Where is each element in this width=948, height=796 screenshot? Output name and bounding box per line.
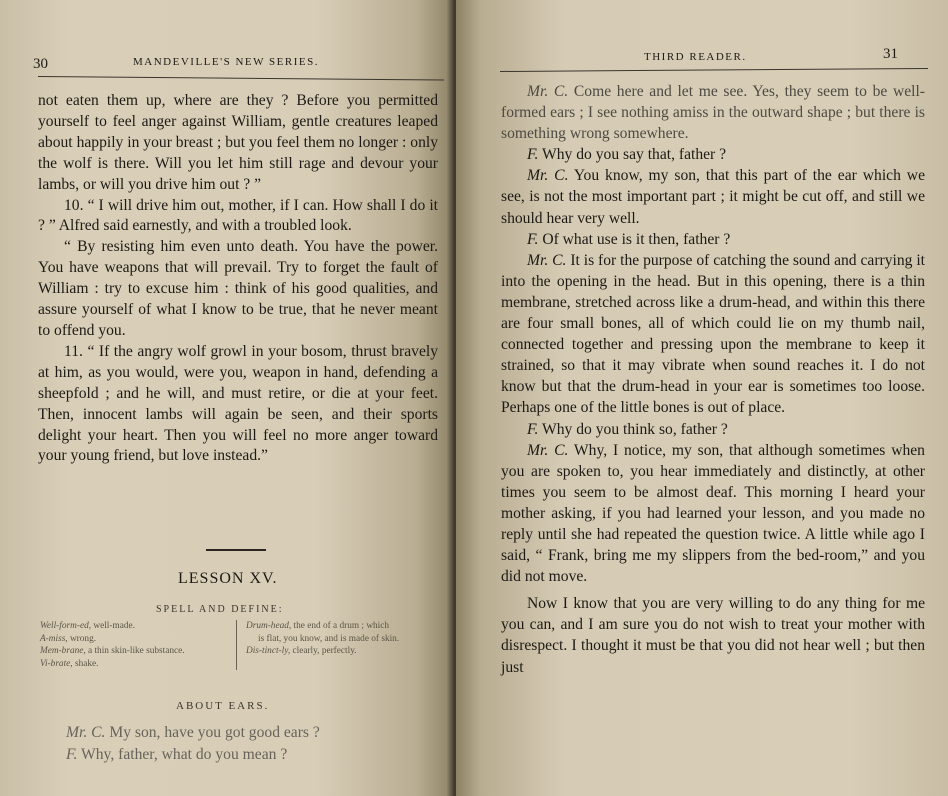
definitions-right	[246, 620, 399, 658]
section-title: ABOUT EARS.	[176, 700, 270, 712]
definitions-left	[40, 620, 185, 670]
dialogue-line: Mr. C. Why, I notice, my son, that although sometimes when you are spoken to, you hear immediately and distinctly, at other times you seem to be almost deaf. This morning I heard your mother asking, if you had learned your lesson, and you made no reply until she had repeated the question twice. A little while ago I said, “ Frank, bring me my slippers from the bed-room,” and you did not move.	[501, 441, 925, 586]
definition-item: Well-form-ed, well-made.	[40, 621, 135, 631]
lesson-title: LESSON XV.	[178, 570, 278, 587]
definition-item: is flat, you know, and is made of skin.	[258, 633, 400, 644]
header-rule-left	[38, 76, 444, 81]
paragraph: 10. “ I will drive him out, mother, if I can. How shall I do it ? ” Alfred said earnestly, and with a troubled look.	[38, 196, 438, 235]
right-page	[456, 0, 948, 796]
dialogue-line: Mr. C. It is for the purpose of catching the sound and carrying it into the opening in the head. But in this opening, there is a thin membrane, stretched across like a drum-head, and within this there are four small bones, all of which could lie on my thumb nail, connected together and pressing upon the membrane to keep it strained, so that it may vibrate when sound reaches it. I do not know but that the drum-head in your ear is sometimes too loose. Perhaps one of the little bones is out of place.	[501, 251, 925, 417]
definition-item: Drum-head, the end of a drum ; which	[246, 621, 390, 631]
dialogue-line: Mr. C. Come here and let me see. Yes, they seem to be well-formed ears ; I see nothing amiss in the outward shape ; but there is something wrong somewhere.	[501, 83, 925, 143]
paragraph: not eaten them up, where are they ? Before you permitted yourself to feel anger against William, gentle creatures leaped about happily in your breast ; but you feel them no longer : only the wolf is there. Will you let him still rage and devour your lambs, or will you drive him out ? ”	[38, 92, 438, 193]
page-number-right: 31	[883, 46, 898, 62]
spell-define-heading: SPELL AND DEFINE:	[156, 604, 284, 615]
left-dialogue	[40, 722, 440, 766]
left-page	[0, 0, 452, 796]
dialogue-line: F. Of what use is it then, father ?	[527, 230, 731, 248]
paragraph: 11. “ If the angry wolf growl in your bosom, thrust bravely at him, as you would, were you, weapon in hand, defending a sheepfold ; and he will, and must retire, or die at your feet. Then, innocent lambs will again be seen, and their sports delight your heart. Then you will feel no more anger toward your young friend, but love instead.”	[38, 342, 438, 465]
page-number-left: 30	[33, 56, 48, 72]
dialogue-line: Mr. C. You know, my son, that this part of the ear which we see, is not the most important part ; it might be cut off, and still we should hear very well.	[501, 167, 925, 227]
paragraph: “ By resisting him even unto death. You have the power. You have weapons that will prevail. Try to forget the fault of William : try to excuse him : think of his good qualities, and assure yourself of what I know to be true, that he never meant to offend you.	[38, 238, 438, 339]
definition-item: Mem-brane, a thin skin-like substance.	[40, 646, 185, 656]
definition-item: A-miss, wrong.	[40, 633, 97, 644]
left-body-text	[38, 91, 438, 467]
running-title-right: THIRD READER.	[644, 51, 747, 63]
definition-item: Dis-tinct-ly, clearly, perfectly.	[246, 646, 357, 656]
dialogue-line: F. Why do you say that, father ?	[527, 146, 727, 164]
header-rule-right	[500, 68, 928, 72]
running-title-left: MANDEVILLE'S NEW SERIES.	[133, 56, 319, 68]
definition-item: Vi-brate, shake.	[40, 658, 99, 669]
dialogue-line: F. Why, father, what do you mean ?	[66, 746, 288, 763]
section-divider	[206, 549, 266, 551]
dialogue-line: F. Why do you think so, father ?	[527, 420, 728, 438]
paragraph: Now I know that you are very willing to do any thing for me you can, and I am sure you do not wish to treat your mother with disrespect. I thought it must be that you did not hear well ; but then just	[501, 595, 925, 676]
dialogue-line: Mr. C. My son, have you got good ears ?	[66, 724, 320, 741]
definitions-divider	[236, 620, 237, 670]
right-body-text	[501, 81, 925, 678]
